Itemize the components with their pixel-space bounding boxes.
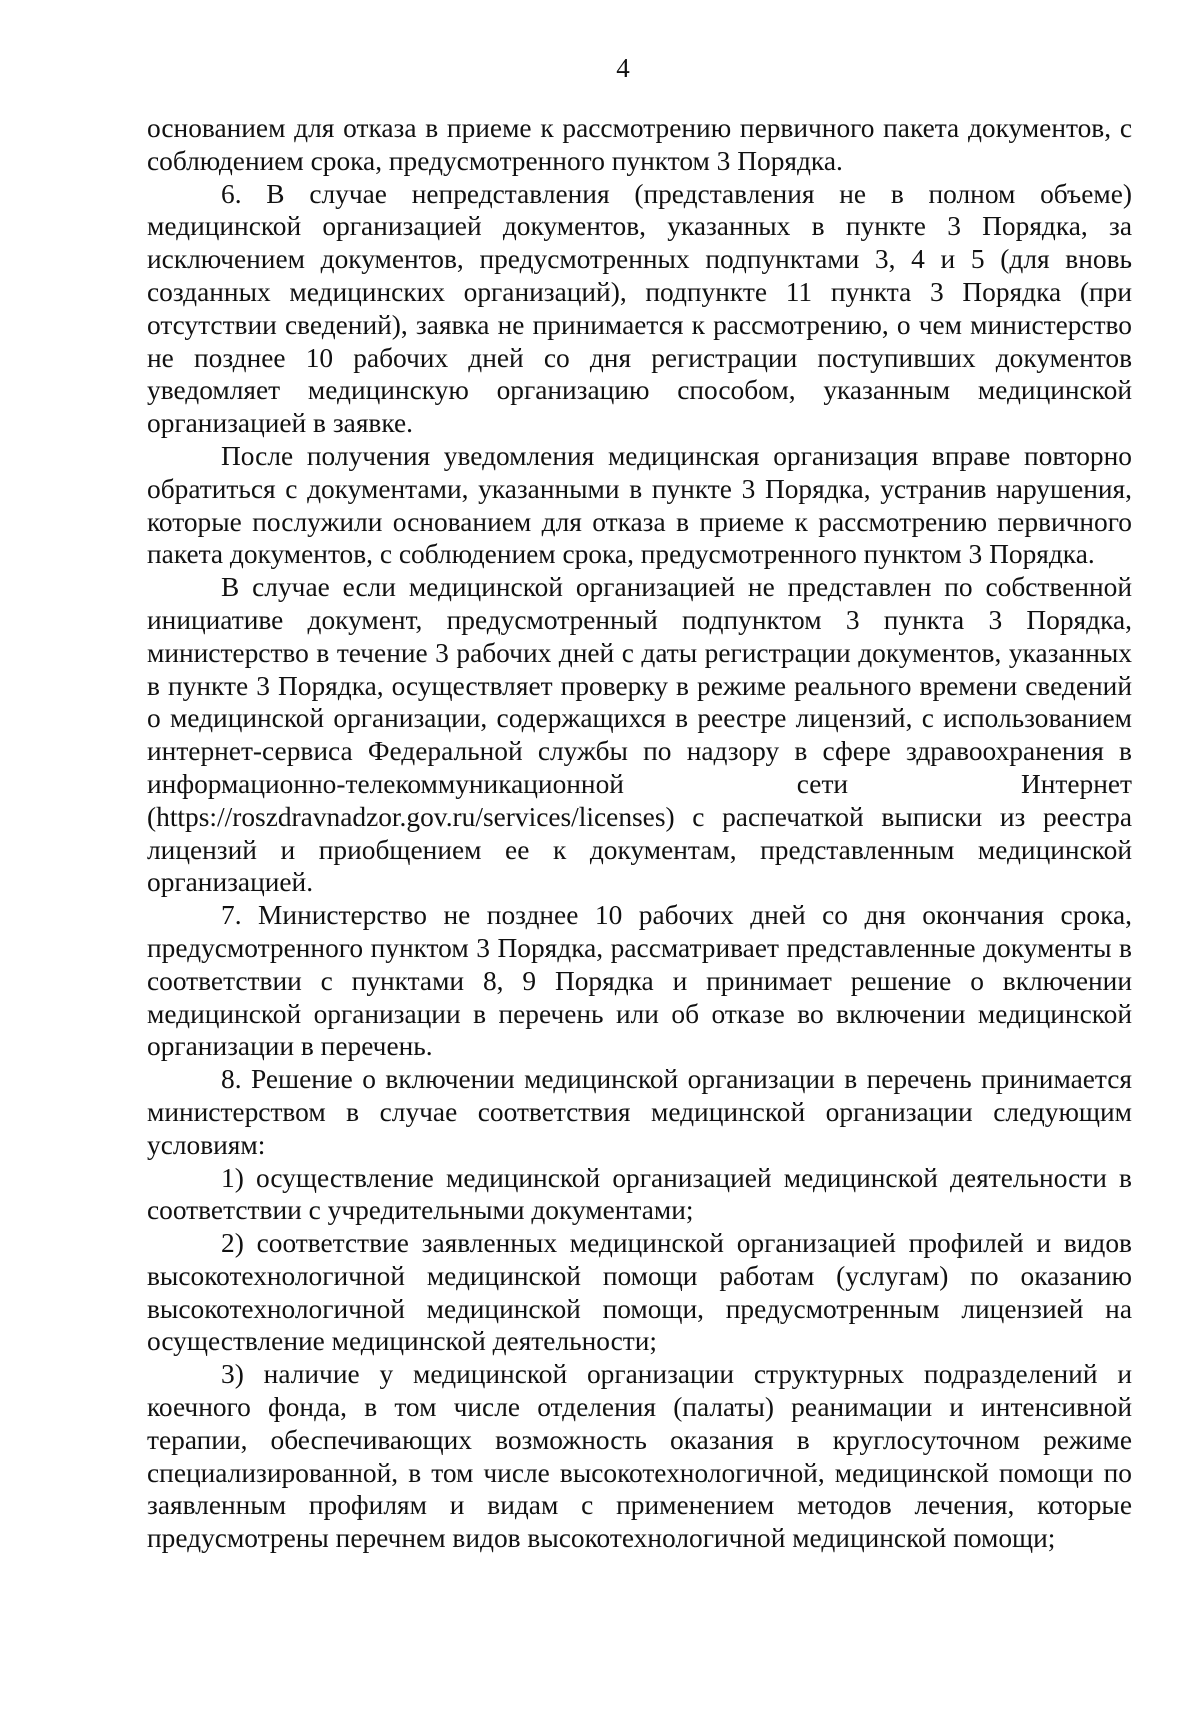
paragraph-condition-1: 1) осуществление медицинской организацией медицинской деятельности в соответствии с учредительными документами; <box>147 1162 1132 1226</box>
paragraph-item-7: 7. Министерство не позднее 10 рабочих дней со дня окончания срока, предусмотренного пунктом 3 Порядка, рассматривает представленные документы в соответствии с пунктами 8, 9 Порядка и принимает решение о включении медицинской организации в перечень или об отказе во включении медицинской организации в перечень. <box>147 900 1132 1062</box>
document-body <box>147 112 1132 1555</box>
paragraph-item-8: 8. Решение о включении медицинской организации в перечень принимается министерством в случае соответствия медицинской организации следующим условиям: <box>147 1064 1132 1160</box>
paragraph-condition-2: 2) соответствие заявленных медицинской организацией профилей и видов высокотехнологичной медицинской помощи работам (услугам) по оказанию высокотехнологичной медицинской помощи, предусмотренным лицензией на осуществление медицинской деятельности; <box>147 1228 1132 1357</box>
paragraph-continuation: основанием для отказа в приеме к рассмотрению первичного пакета документов, с соблюдением срока, предусмотренного пунктом 3 Порядка. <box>147 113 1132 176</box>
page-number: 4 <box>616 53 630 83</box>
paragraph-condition-3: 3) наличие у медицинской организации структурных подразделений и коечного фонда, в том числе отделения (палаты) реанимации и интенсивной терапии, обеспечивающих возможность оказания в круглосуточном режиме специализированной, в том числе высокотехнологичной, медицинской помощи по заявленным профилям и видам с применением методов лечения, которые предусмотрены перечнем видов высокотехнологичной медицинской помощи; <box>147 1359 1132 1554</box>
paragraph-resubmission: После получения уведомления медицинская организация вправе повторно обратиться с документами, указанными в пункте 3 Порядка, устранив нарушения, которые послужили основанием для отказа в приеме к рассмотрению первичного пакета документов, с соблюдением срока, предусмотренного пунктом 3 Порядка. <box>147 440 1132 570</box>
paragraph-item-6: 6. В случае непредставления (представления не в полном объеме) медицинской организацией документов, указанных в пункте 3 Порядка, за исключением документов, предусмотренных подпунктами 3, 4 и 5 (для вновь созданных медицинских организаций), подпункте 11 пункта 3 Порядка (при отсутствии сведений), заявка не принимается к рассмотрению, о чем министерство не позднее 10 рабочих дней со дня регистрации поступивших документов уведомляет медицинскую организацию способом, указанным медицинской организацией в заявке. <box>147 178 1132 439</box>
paragraph-license-check: В случае если медицинской организацией не представлен по собственной инициативе документ, предусмотренный подпунктом 3 пункта 3 Порядка, министерство в течение 3 рабочих дней с даты регистрации документов, указанных в пункте 3 Порядка, осуществляет проверку в режиме реального времени сведений о медицинской организации, содержащихся в реестре лицензий, с использованием интернет-сервиса Федеральной службы по надзору в сфере здравоохранения в информационно-телекоммуникационной сети Интернет (https://roszdravnadzor.gov.ru/services/licenses) с распечаткой выписки из реестра лицензий и приобщением ее к документам, представленным медицинской организацией. <box>147 572 1132 898</box>
